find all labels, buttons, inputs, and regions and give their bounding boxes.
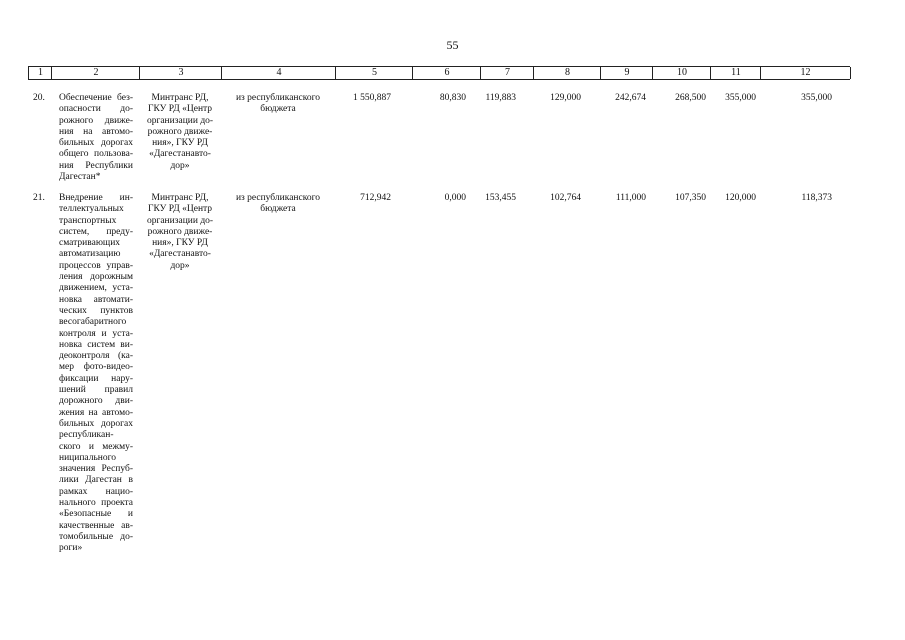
col-header-8: 8: [533, 67, 601, 79]
row-value-total: 1 550,887: [353, 93, 391, 103]
col-header-3: 3: [139, 67, 222, 79]
row-value-col6: 0,000: [444, 193, 466, 203]
col-header-12: 12: [760, 67, 851, 79]
col-header-10: 10: [652, 67, 711, 79]
row-funding-source: из республиканского бюджета: [235, 193, 321, 215]
row-value-col11: 120,000: [725, 193, 756, 203]
row-value-col8: 129,000: [550, 93, 581, 103]
row-value-col12: 118,373: [801, 193, 832, 203]
row-value-col7: 153,455: [485, 193, 516, 203]
row-value-col11: 355,000: [725, 93, 756, 103]
row-funding-source: из республиканского бюджета: [235, 93, 321, 115]
row-executor: Минтранс РД, ГКУ РД «Центр организации до-рожного движе-ния», ГКУ РД «Дагестанавто-дор»: [146, 93, 214, 171]
col-header-6: 6: [412, 67, 481, 79]
row-value-total: 712,942: [360, 193, 391, 203]
col-header-2: 2: [51, 67, 140, 79]
row-value-col9: 111,000: [615, 193, 646, 203]
col-header-5: 5: [335, 67, 413, 79]
row-value-col8: 102,764: [550, 193, 581, 203]
col-header-7: 7: [480, 67, 534, 79]
row-name: Внедрение ин-теллектуальных транспортных систем, преду-сматривающих автоматизацию процессов управ-ления дорожным движением, уста-новка автомати-ческих пунктов весогабаритного контроля и уста-новка систем ви-деоконтроля (ка-мер фото-видео-фиксации нару-шений правил дорожного дви-жения на автомо-бильных дорогах республикан-ского и межму-ниципального значения Респуб-лики Дагестан в рамках нацио-нального проекта «Безопасные и качественные ав-томобильные до-роги»: [59, 193, 133, 554]
col-header-1: 1: [28, 67, 52, 79]
col-header-11: 11: [710, 67, 761, 79]
row-value-col6: 80,830: [439, 93, 466, 103]
row-value-col10: 107,350: [675, 193, 706, 203]
row-number: 20.: [33, 93, 45, 103]
budget-table: [28, 66, 850, 554]
row-value-col10: 268,500: [675, 93, 706, 103]
row-number: 21.: [33, 193, 45, 203]
table-header: [28, 66, 850, 80]
page-number: 55: [446, 38, 459, 52]
row-name: Обеспечение без-опасности до-рожного движе-ния на автомо-бильных дорогах общего пользова-ния Республики Дагестан*: [59, 93, 133, 183]
row-value-col9: 242,674: [615, 93, 646, 103]
col-header-9: 9: [600, 67, 653, 79]
row-value-col12: 355,000: [801, 93, 832, 103]
row-executor: Минтранс РД, ГКУ РД «Центр организации до-рожного движе-ния», ГКУ РД «Дагестанавто-дор»: [146, 193, 214, 271]
col-header-4: 4: [221, 67, 336, 79]
row-value-col7: 119,883: [485, 93, 516, 103]
